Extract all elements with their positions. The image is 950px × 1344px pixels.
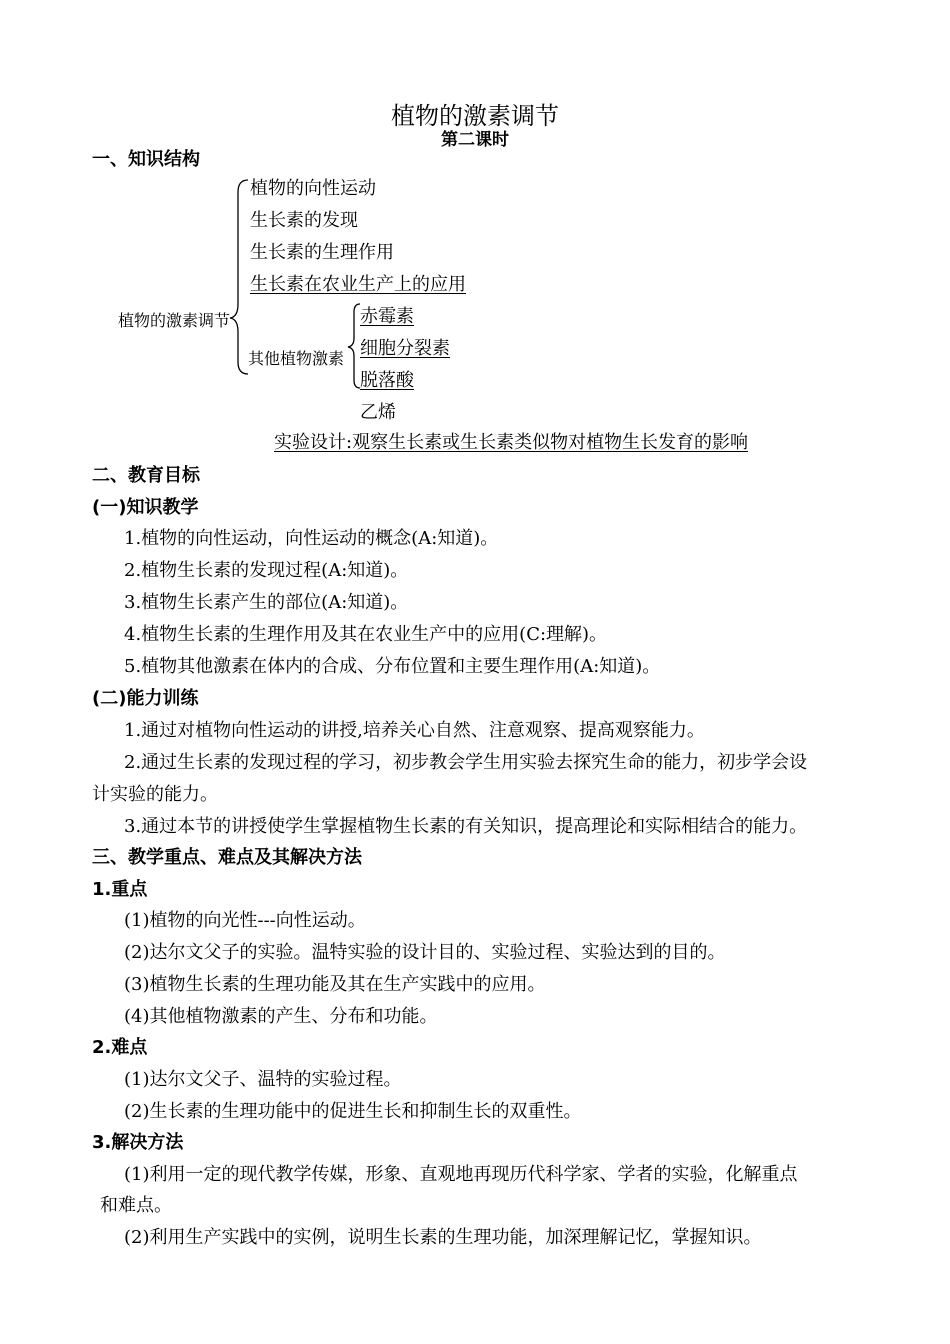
knowledge-item: 3.植物生长素产生的部位(A:知道)。 bbox=[124, 592, 409, 613]
structure-item: 植物的向性运动 bbox=[250, 178, 376, 199]
page-title: 植物的激素调节 bbox=[391, 102, 559, 130]
other-hormones-label: 其他植物激素 bbox=[248, 349, 345, 368]
knowledge-item: 2.植物生长素的发现过程(A:知道)。 bbox=[124, 560, 409, 581]
structure-item: 生长素的发现 bbox=[250, 210, 358, 231]
ability-training-heading: (二)能力训练 bbox=[92, 688, 199, 709]
other-hormone-item: 脱落酸 bbox=[360, 370, 414, 391]
other-hormone-item: 细胞分裂素 bbox=[360, 338, 450, 359]
structure-item: 生长素在农业生产上的应用 bbox=[250, 274, 466, 295]
key-point-item: (3)植物生长素的生理功能及其在生产实践中的应用。 bbox=[124, 974, 546, 995]
structure-item: 生长素的生理作用 bbox=[250, 242, 394, 263]
section3-heading: 三、教学重点、难点及其解决方法 bbox=[92, 847, 362, 868]
knowledge-item: 1.植物的向性运动，向性运动的概念(A:知道)。 bbox=[124, 528, 499, 549]
solution-item: (1)利用一定的现代教学传媒，形象、直观地再现历代科学家、学者的实验，化解重点 bbox=[124, 1164, 798, 1185]
section2-heading: 二、教育目标 bbox=[92, 465, 200, 486]
ability-item: 1.通过对植物向性运动的讲授,培养关心自然、注意观察、提高观察能力。 bbox=[124, 720, 705, 741]
main-brace-icon bbox=[228, 178, 250, 376]
key-point-item: (1)植物的向光性---向性运动。 bbox=[124, 910, 366, 931]
other-hormone-item: 赤霉素 bbox=[360, 306, 414, 327]
ability-item-continued: 计实验的能力。 bbox=[92, 784, 218, 805]
page-subtitle: 第二课时 bbox=[441, 130, 509, 150]
knowledge-teaching-heading: (一)知识教学 bbox=[92, 497, 199, 518]
ability-item: 3.通过本节的讲授使学生掌握植物生长素的有关知识，提高理论和实际相结合的能力。 bbox=[124, 816, 808, 837]
difficult-point-item: (1)达尔文父子、温特的实验过程。 bbox=[124, 1069, 402, 1090]
experiment-design: 实验设计:观察生长素或生长素类似物对植物生长发育的影响 bbox=[274, 432, 749, 453]
key-point-item: (4)其他植物激素的产生、分布和功能。 bbox=[124, 1006, 438, 1027]
solution-item-continued: 和难点。 bbox=[100, 1195, 172, 1216]
knowledge-item: 4.植物生长素的生理作用及其在农业生产中的应用(C:理解)。 bbox=[124, 624, 608, 645]
difficult-point-item: (2)生长素的生理功能中的促进生长和抑制生长的双重性。 bbox=[124, 1101, 582, 1122]
solution-item: (2)利用生产实践中的实例，说明生长素的生理功能，加深理解记忆，掌握知识。 bbox=[124, 1227, 762, 1248]
key-points-heading: 1.重点 bbox=[92, 879, 148, 900]
solution-heading: 3.解决方法 bbox=[92, 1132, 184, 1153]
section1-heading: 一、知识结构 bbox=[92, 149, 200, 170]
other-hormone-item: 乙烯 bbox=[360, 402, 396, 423]
difficult-points-heading: 2.难点 bbox=[92, 1037, 148, 1058]
ability-item: 2.通过生长素的发现过程的学习，初步教会学生用实验去探究生命的能力，初步学会设 bbox=[124, 752, 808, 773]
knowledge-item: 5.植物其他激素在体内的合成、分布位置和主要生理作用(A:知道)。 bbox=[124, 656, 661, 677]
key-point-item: (2)达尔文父子的实验。温特实验的设计目的、实验过程、实验达到的目的。 bbox=[124, 942, 726, 963]
structure-root: 植物的激素调节 bbox=[118, 311, 231, 330]
